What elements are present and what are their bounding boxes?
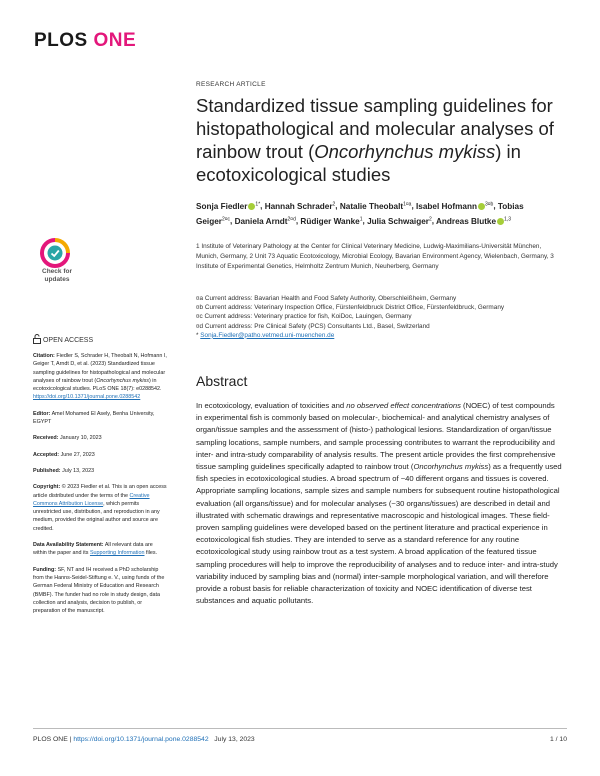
affiliations: 1 Institute of Veterinary Pathology at the Center for Clinical Veterinary Medicine, Ludwig-Maximilians-Universität München, Munich, Germany, 2 Unit 73 Aquatic Ecotoxicology, Microbial Ecology, Bavarian Environment Agency, Wielenbach, Germany, 3 Institute of Experimental Genetics, Helmholtz Zentrum Munich, Neuherberg, Germany: [196, 243, 554, 270]
abstract-part: (NOEC) of test compounds in experimental fish is commonly based on molecular-, biochemical- and analytical chemistry analyses of organ/tissue samples and the assessment of (histo-) pathological lesions. Standardization of organ/tissue sampling locations, sample numbers, and sample processing contributes to warrant the reproducibility and inter- and intra-study comparability of analysis results. The present article provides the first comprehensive tissue sampling guidelines specifically adapted to rainbow trout (: [196, 401, 556, 472]
author: [367, 217, 432, 226]
author-name: Hannah Schrader: [264, 201, 333, 211]
footer-divider: [33, 728, 567, 729]
check-for-updates-label[interactable]: Check for updates: [42, 268, 72, 283]
title-species: Oncorhynchus mykiss: [314, 141, 496, 162]
orcid-icon[interactable]: [497, 218, 504, 225]
author-affiliation-marker: 2¤d: [287, 216, 296, 223]
page-number: 1 / 10: [549, 736, 567, 743]
received-date: January 10, 2023: [59, 435, 102, 442]
abstract-italic: no observed effect concentrations: [346, 401, 461, 410]
editor-label: Editor:: [33, 410, 51, 417]
author-affiliation-marker: 2¤c: [221, 216, 231, 223]
orcid-icon[interactable]: [478, 203, 485, 210]
logo-plos: PLOS: [34, 30, 88, 51]
check-for-updates-icon[interactable]: [36, 238, 74, 268]
author: [196, 202, 260, 211]
data-availability-end: files.: [144, 550, 158, 557]
editor-text: Amel Mohamed El Asely, Benha University, EGYPT: [33, 410, 155, 426]
funding-text: SF, NT and IH received a PhD scholarship from the Hanns-Seidel-Stiftung e. V., using funds of the German Federal Ministry of Education and Research (BMBF). The funder had no role in study design, data collection and analysis, decision to publish, or preparation of the manuscript.: [33, 566, 165, 615]
citation-text: Fiedler S, Schrader H, Theobalt N, Hofmann I, Geiger T, Arndt D, et al. (2023) Standardized tissue sampling guidelines for histopathological and molecular analyses of rainbow trout (: [33, 353, 167, 384]
author-affiliation-marker: 1,3: [504, 216, 511, 223]
data-availability-block: [33, 541, 168, 558]
author: [265, 202, 336, 211]
copyright-label: Copyright:: [33, 484, 61, 491]
journal-logo: [34, 30, 136, 52]
copyright-end: , which permits unrestricted use, distribution, and reproduction in any medium, provided the original author and source are credited.: [33, 500, 160, 532]
received-block: [33, 434, 168, 442]
current-address: ¤a Current address: Bavarian Health and Food Safety Authority, Oberschleißheim, Germany: [196, 295, 457, 302]
footer-doi-link[interactable]: https://doi.org/10.1371/journal.pone.0288542: [73, 736, 209, 743]
author: [436, 217, 511, 226]
current-address: ¤c Current address: Veterinary practice for fish, KoiDoc, Lauingen, Germany: [196, 313, 412, 321]
accepted-date: June 27, 2023: [60, 451, 95, 458]
citation-species: Oncorhynchus mykiss: [96, 377, 149, 384]
published-block: [33, 467, 168, 475]
citation-label: Citation:: [33, 353, 55, 359]
current-address: ¤b Current address: Veterinary Inspection Office, Fürstenfeldbruck District Office, Fürstenfeldbruck, Germany: [196, 304, 505, 312]
author: [416, 202, 493, 211]
current-addresses: [196, 294, 556, 340]
footer-separator: |: [67, 736, 74, 743]
funding-block: [33, 566, 168, 616]
published-label: Published:: [33, 467, 61, 474]
author-affiliation-marker: 1*: [255, 201, 261, 207]
citation-end: ) in ecotoxicological studies. PLoS ONE 18(7): e0288542.: [33, 377, 162, 393]
corresponding-email[interactable]: Sonja.Fiedler@patho.vetmed.uni-muenchen.de: [200, 331, 335, 339]
author-affiliation-marker: 2: [428, 216, 432, 223]
funding-label: Funding:: [33, 566, 57, 573]
open-lock-icon: [33, 334, 41, 344]
author-name: Rüdiger Wanke: [300, 216, 360, 226]
abstract-part: In ecotoxicology, evaluation of toxicities and: [196, 401, 347, 410]
title-main: Standardized tissue sampling guidelines for histopathological and molecular analyses of rainbow trout (: [196, 95, 554, 162]
author-name: Tobias Geiger: [196, 201, 524, 226]
page-footer: [33, 736, 567, 743]
open-access-label: OPEN ACCESS: [42, 337, 94, 344]
supporting-info-link[interactable]: Supporting Information: [89, 550, 145, 557]
author-name: Andreas Blutke: [435, 216, 497, 226]
author-name: Natalie Theobalt: [339, 201, 404, 211]
footer-journal: PLOS ONE: [33, 736, 68, 743]
author-affiliation-marker: 2: [332, 201, 336, 207]
author: [300, 217, 362, 226]
abstract-text: [196, 400, 562, 607]
accepted-label: Accepted:: [33, 451, 60, 458]
author-name: Sonja Fiedler: [196, 201, 248, 211]
footer-date: July 13, 2023: [214, 736, 255, 743]
license-link[interactable]: Creative Commons Attribution License: [33, 492, 150, 507]
article-info-sidebar: [33, 352, 168, 623]
author-name: Isabel Hofmann: [416, 201, 477, 211]
copyright-text: © 2023 Fiedler et al. This is an open access article distributed under the terms of the: [33, 484, 167, 499]
data-availability-text: All relevant data are within the paper and its: [33, 542, 153, 557]
author: [235, 217, 296, 226]
accepted-block: [33, 451, 168, 459]
data-availability-label: Data Availability Statement:: [33, 542, 104, 549]
open-access: [33, 334, 93, 344]
author-affiliation-marker: 1: [359, 216, 363, 223]
citation-doi-link[interactable]: https://doi.org/10.1371/journal.pone.0288542: [33, 394, 141, 401]
author-list: Sonja Fiedler $^{1*}$, Hannah Schrader$^2$, Natalie Theobalt$^{1¤a}$, Isabel Hofmann $^{3¤b}$, Tobias Geiger$^{2¤c}$, Daniela Arndt$^{2¤d}$, Rüdiger Wanke$^1$, Julia Schwaiger$^2$, Andreas Blutke $^{1,3}$: [196, 201, 524, 226]
abstract-italic: Oncorhynchus mykiss: [413, 462, 489, 472]
editor-block: [33, 410, 168, 427]
author-affiliation-marker: 3¤b: [484, 201, 494, 207]
received-label: Received:: [33, 435, 59, 442]
author-affiliation-marker: 1¤a: [403, 201, 412, 207]
published-date: July 13, 2023: [62, 467, 95, 474]
author: [340, 202, 412, 211]
author-name: Daniela Arndt: [234, 216, 288, 226]
article-type: RESEARCH ARTICLE: [196, 81, 266, 88]
logo-one: ONE: [93, 30, 137, 51]
corresponding-email-line: * Sonja.Fiedler@patho.vetmed.uni-muenchen.de: [196, 331, 335, 339]
copyright-block: [33, 483, 168, 533]
citation-block: [33, 352, 168, 402]
abstract-part: ) as a frequently used fish species in ecotoxicological studies. A broad spectrum of ~40 different organs and tissues is covered. Appropriate sampling locations, sample sizes and sample numbers for subsequent routine histopathological evaluation (all organs/tissue) and for molecular analyses (~30 organs/tissues) are described in detail and illustrated with schematic drawings and representative macroscopic and histological images. These field-proven sampling guidelines were developed based on the pertinent literature and practical experience in ecotoxicological fish studies. They are intended to serve as a standard reference for any routine ecotoxicological study using rainbow trout as a test system. A broad application of the featured tissue sampling procedures will help to improve the reproducibility of analyses and to reduce inter- and intra-study variability induced by sampling bias and (normal) inter-sample morphological variation, and will therefore provide a robust basis for reliable characterization of toxicity and NOEC identification of diverse test substances and aquatic pollutants.: [196, 462, 562, 606]
author-name: Julia Schwaiger: [367, 216, 429, 226]
current-address: ¤d Current address: Pre Clinical Safety (PCS) Consultants Ltd., Basel, Switzerland: [196, 322, 430, 330]
abstract-heading: Abstract: [196, 373, 248, 389]
title-end: ) in ecotoxicological studies: [196, 141, 521, 185]
article-title: [196, 94, 576, 186]
